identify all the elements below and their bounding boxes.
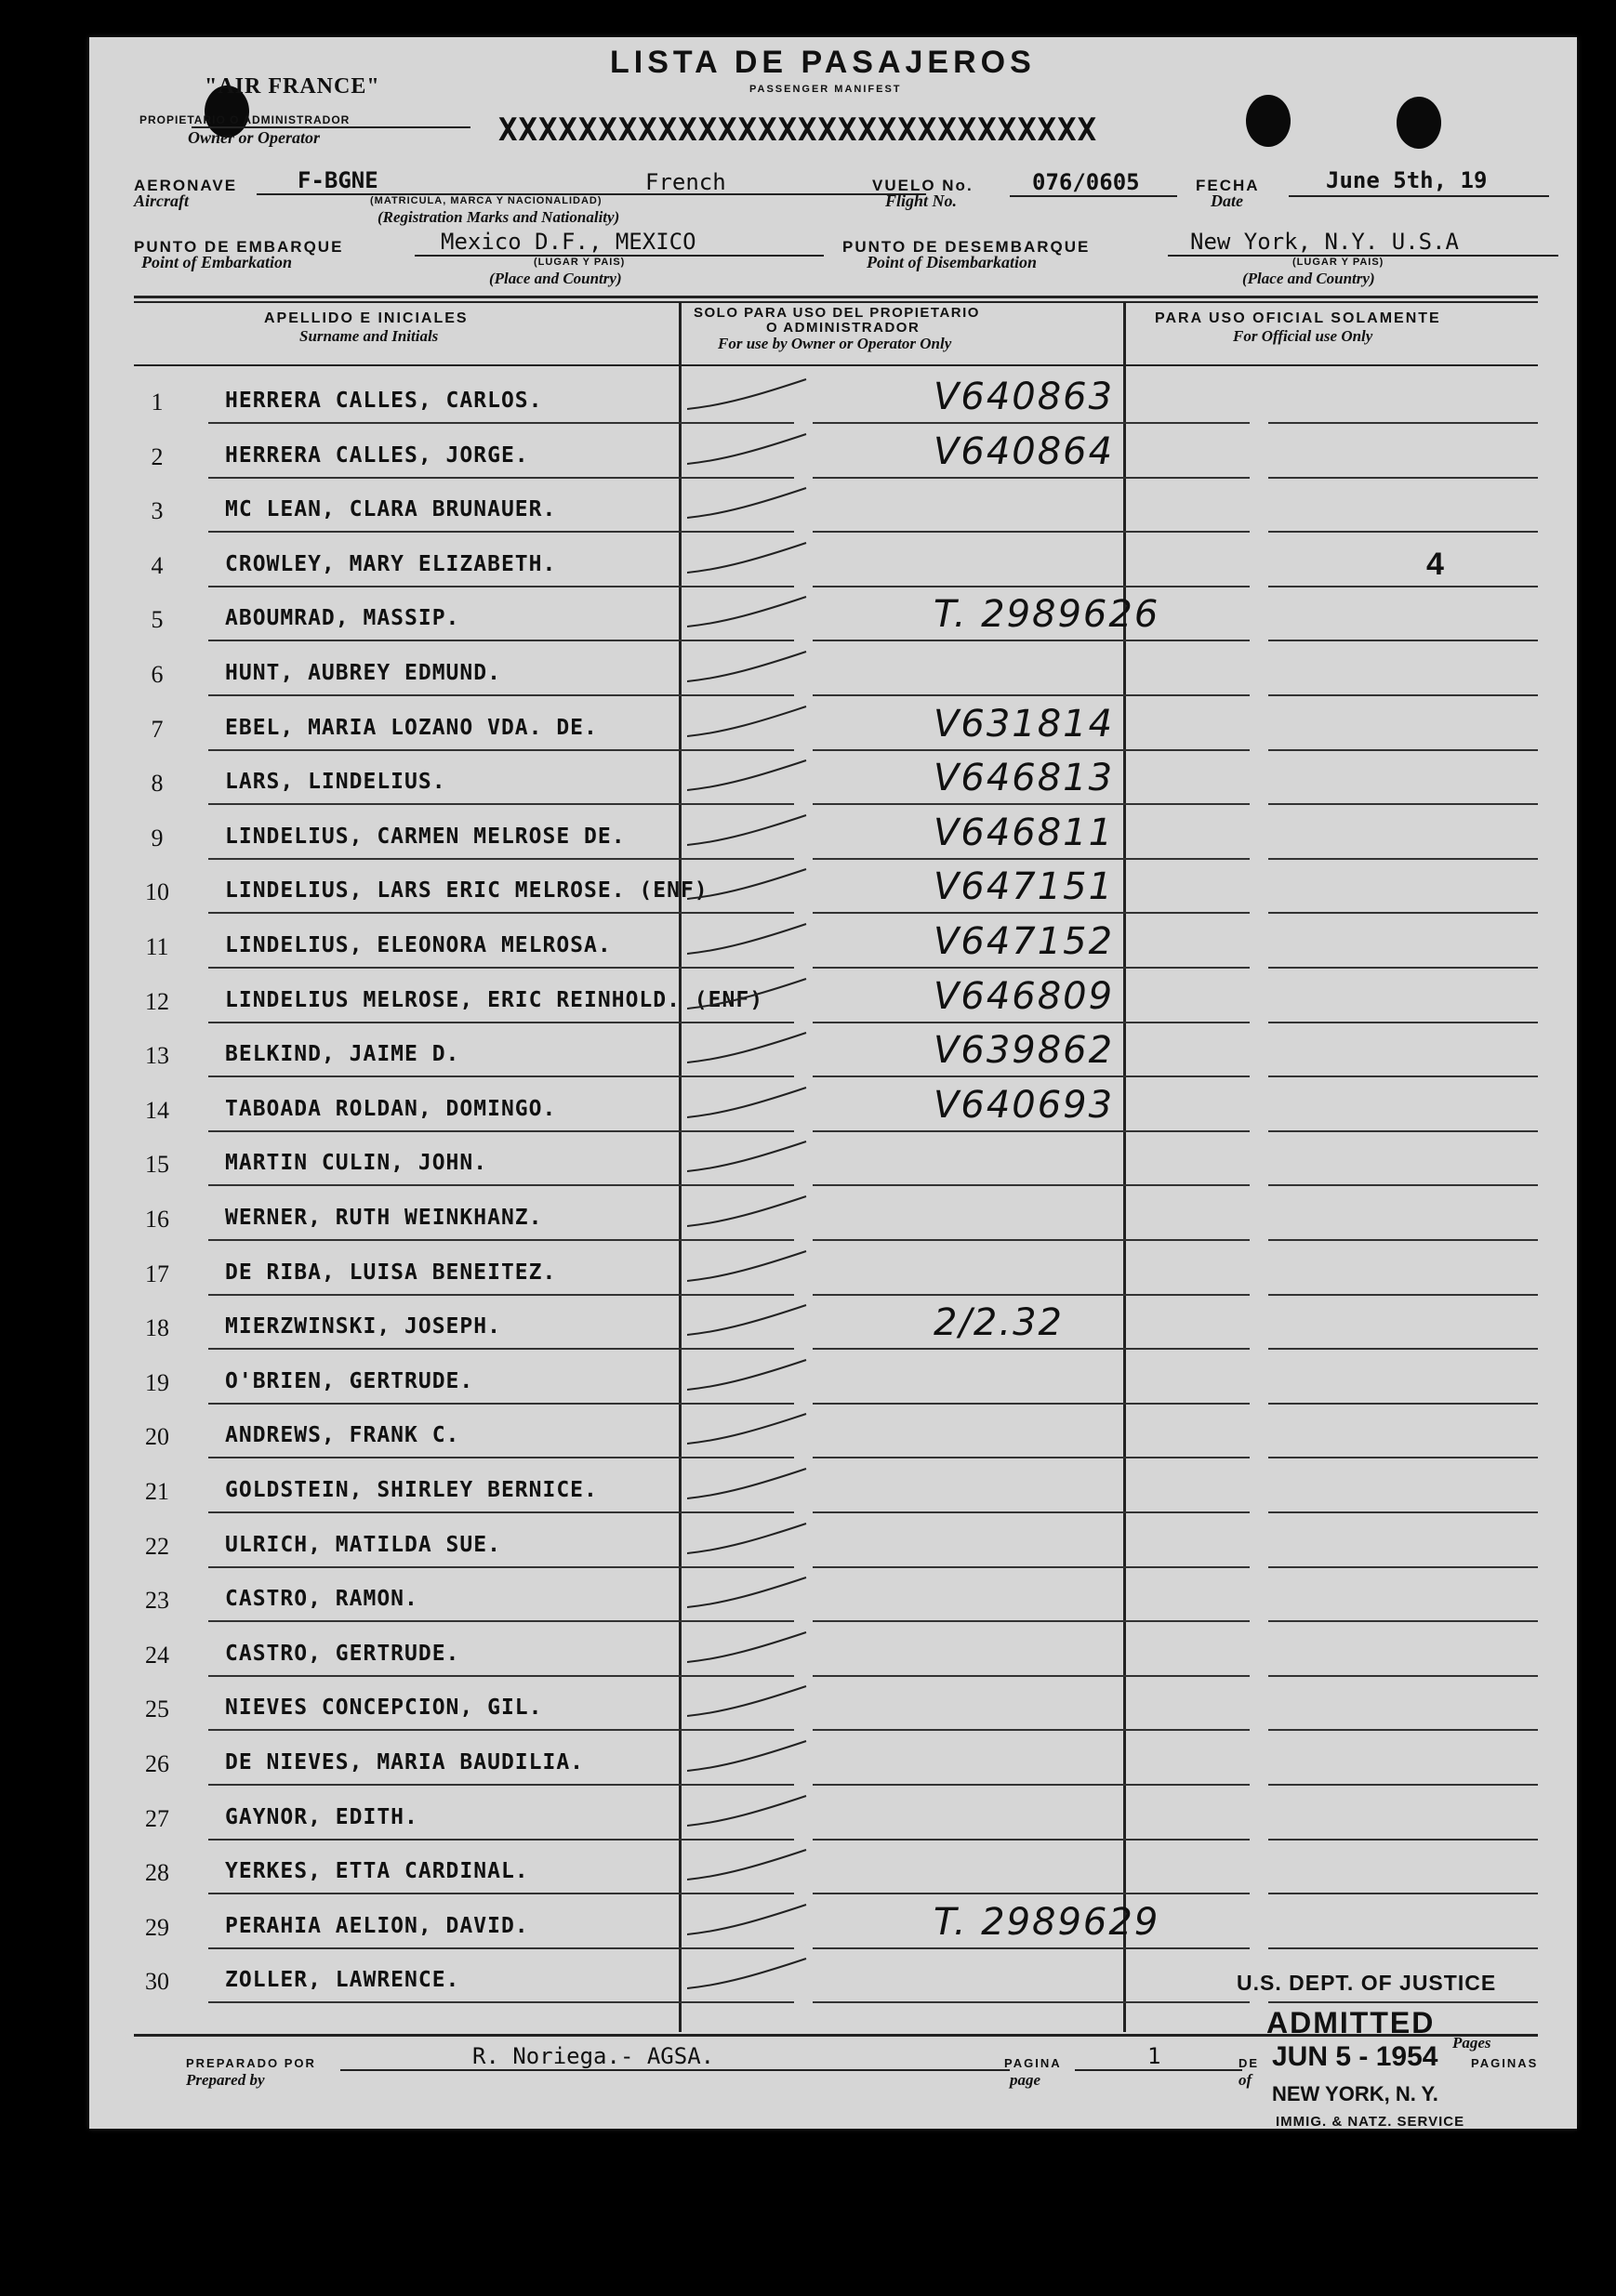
row-number: 9 [151, 824, 164, 851]
table-row [134, 1579, 1538, 1633]
flight-number: 076/0605 [1032, 169, 1140, 195]
manifest-title: LISTA DE PASAJEROS [610, 45, 1036, 80]
owner-name: "AIR FRANCE" [205, 74, 380, 99]
row-number: 11 [145, 933, 169, 960]
check-mark-icon [687, 1955, 808, 1992]
row-rule [1268, 1839, 1538, 1841]
row-number: 13 [145, 1042, 169, 1070]
row-rule [208, 586, 794, 587]
table-row [134, 1416, 1538, 1470]
table-row [134, 490, 1538, 544]
row-rule [1268, 1075, 1538, 1077]
row-rule [208, 1620, 794, 1622]
check-mark-icon [687, 1029, 808, 1066]
passenger-name: GOLDSTEIN, SHIRLEY BERNICE. [225, 1478, 598, 1502]
row-rule [813, 1511, 1250, 1513]
disembarkation-sub-es: (LUGAR Y PAIS) [1292, 257, 1384, 268]
check-mark-icon [687, 1193, 808, 1230]
passenger-name: WERNER, RUTH WEINKHANZ. [225, 1206, 543, 1230]
page-label-en: page [1010, 2071, 1041, 2089]
check-mark-icon [687, 1356, 808, 1393]
passenger-name: ABOUMRAD, MASSIP. [225, 606, 460, 631]
disembarkation-sub-en: (Place and Country) [1242, 270, 1375, 287]
row-rule [813, 1784, 1250, 1786]
ticket-number: V646809 [934, 974, 1115, 1018]
passenger-name: MARTIN CULIN, JOHN. [225, 1151, 488, 1176]
date-label-en: Date [1211, 191, 1243, 210]
table-row [134, 1688, 1538, 1742]
row-number: 5 [151, 606, 164, 634]
row-number: 22 [145, 1532, 169, 1560]
ticket-number: T. 2989626 [934, 593, 1160, 637]
row-rule [813, 967, 1250, 969]
aircraft-sub-es: (MATRICULA, MARCA Y NACIONALIDAD) [370, 195, 603, 206]
row-number: 14 [145, 1096, 169, 1124]
aircraft-sub-en: (Registration Marks and Nationality) [378, 208, 620, 226]
row-rule [813, 912, 1250, 914]
row-number: 17 [145, 1260, 169, 1287]
row-rule [813, 1022, 1250, 1023]
row-number: 16 [145, 1206, 169, 1233]
punch-hole-middle [1246, 95, 1291, 147]
row-rule [813, 1947, 1250, 1949]
row-rule [1268, 1675, 1538, 1677]
row-rule [813, 1620, 1250, 1622]
check-mark-icon [687, 703, 808, 740]
row-rule [813, 1457, 1250, 1458]
row-number: 6 [151, 661, 164, 688]
table-row [134, 1029, 1538, 1089]
table-row [134, 757, 1538, 816]
row-rule [208, 1839, 794, 1841]
row-rule [208, 1947, 794, 1949]
passenger-name: NIEVES CONCEPCION, GIL. [225, 1696, 543, 1721]
ticket-number: V631814 [934, 702, 1115, 746]
row-rule [1268, 858, 1538, 860]
check-mark-icon [687, 757, 808, 794]
embarkation-label-en: Point of Embarkation [141, 253, 293, 271]
manifest-subtitle: PASSENGER MANIFEST [749, 84, 902, 95]
check-mark-icon [687, 865, 808, 903]
check-mark-icon [687, 1247, 808, 1285]
passenger-name: PERAHIA AELION, DAVID. [225, 1913, 529, 1938]
row-rule [208, 1675, 794, 1677]
row-rule [208, 1729, 794, 1731]
check-mark-icon [687, 1629, 808, 1666]
table-row [134, 1743, 1538, 1797]
col-name-es: APELLIDO E INICIALES [264, 310, 469, 326]
ticket-number: V639862 [934, 1029, 1115, 1073]
row-number: 3 [151, 497, 164, 525]
row-rule [1268, 1348, 1538, 1350]
ticket-number: V646811 [934, 811, 1115, 854]
row-rule [208, 912, 794, 914]
row-number: 21 [145, 1478, 169, 1505]
row-rule [1268, 1729, 1538, 1731]
row-rule [208, 640, 794, 641]
row-rule [813, 1294, 1250, 1296]
row-rule [813, 749, 1250, 751]
row-rule [208, 858, 794, 860]
prepared-underline [340, 2069, 1010, 2071]
passenger-name: ZOLLER, LAWRENCE. [225, 1968, 460, 1993]
stamp-line-service: IMMIG. & NATZ. SERVICE [1276, 2114, 1465, 2130]
row-rule [208, 1348, 794, 1350]
row-rule [1268, 1130, 1538, 1132]
check-mark-icon [687, 593, 808, 630]
row-rule [813, 1348, 1250, 1350]
aircraft-label: AERONAVE [134, 177, 238, 194]
table-row [134, 1143, 1538, 1197]
flight-date: June 5th, 19 [1326, 167, 1488, 193]
row-rule [208, 477, 794, 479]
row-rule [813, 1839, 1250, 1841]
table-top-rule-2 [134, 301, 1538, 303]
embarkation-sub-en: (Place and Country) [489, 270, 622, 287]
table-row [134, 653, 1538, 707]
row-rule [208, 531, 794, 533]
page-underline [1075, 2069, 1242, 2071]
table-row [134, 593, 1538, 653]
disembarkation-label: PUNTO DE DESEMBARQUE [842, 238, 1091, 256]
row-rule [1268, 640, 1538, 641]
owner-label: PROPIETARIO O ADMINISTRADOR [139, 113, 351, 126]
row-rule [813, 1729, 1250, 1731]
row-rule [813, 1566, 1250, 1568]
of-label-es: DE [1238, 2056, 1260, 2070]
manifest-page [89, 37, 1577, 2129]
owner-label-en: Owner or Operator [188, 128, 321, 147]
passenger-name: BELKIND, JAIME D. [225, 1042, 460, 1067]
table-row [134, 1798, 1538, 1852]
row-number: 28 [145, 1859, 169, 1887]
check-mark-icon [687, 1737, 808, 1775]
prepared-label-en: Prepared by [186, 2071, 265, 2089]
row-rule [813, 422, 1250, 424]
row-number: 20 [145, 1423, 169, 1451]
row-number: 12 [145, 987, 169, 1015]
stamp-line-date: JUN 5 - 1954 [1272, 2041, 1438, 2072]
prepared-value: R. Noriega.- AGSA. [472, 2043, 715, 2069]
table-row [134, 376, 1538, 435]
row-rule [208, 422, 794, 424]
stamp-line-admitted: ADMITTED [1266, 2006, 1436, 2039]
row-number: 30 [145, 1968, 169, 1996]
row-rule [1268, 2001, 1538, 2003]
row-number: 25 [145, 1696, 169, 1723]
date-label: FECHA [1196, 177, 1260, 194]
row-number: 29 [145, 1913, 169, 1941]
row-rule [208, 1403, 794, 1405]
ticket-number: T. 2989629 [934, 1900, 1160, 1944]
passenger-name: CROWLEY, MARY ELIZABETH. [225, 551, 557, 576]
passenger-name: LARS, LINDELIUS. [225, 770, 446, 795]
row-rule [1268, 586, 1538, 587]
date-underline [1289, 195, 1549, 197]
ticket-number: V647151 [934, 865, 1115, 909]
row-rule [813, 477, 1250, 479]
row-rule [1268, 1620, 1538, 1622]
check-mark-icon [687, 1301, 808, 1339]
passenger-name: LINDELIUS, ELEONORA MELROSA. [225, 933, 612, 957]
row-number: 2 [151, 442, 164, 470]
passenger-name: DE NIEVES, MARIA BAUDILIA. [225, 1750, 585, 1775]
check-mark-icon [687, 1465, 808, 1502]
check-mark-icon [687, 1520, 808, 1557]
row-rule [1268, 1022, 1538, 1023]
row-rule [1268, 422, 1538, 424]
row-rule [208, 749, 794, 751]
row-rule [208, 1566, 794, 1568]
table-row [134, 429, 1538, 490]
table-header-rule [134, 364, 1538, 366]
check-mark-icon [687, 1846, 808, 1883]
row-rule [813, 858, 1250, 860]
ticket-number: V640693 [934, 1083, 1115, 1127]
aircraft-label-en: Aircraft [134, 191, 190, 210]
punch-hole-right [1397, 97, 1441, 149]
row-rule [208, 1075, 794, 1077]
official-mark: 4 [1426, 546, 1444, 582]
passenger-name: MC LEAN, CLARA BRUNAUER. [225, 497, 557, 522]
row-number: 26 [145, 1750, 169, 1777]
row-rule [813, 586, 1250, 587]
row-number: 19 [145, 1368, 169, 1396]
col-official-en: For Official use Only [1233, 327, 1373, 345]
check-mark-icon [687, 539, 808, 576]
disembarkation-label-en: Point of Disembarkation [867, 253, 1038, 271]
row-rule [813, 694, 1250, 696]
check-mark-icon [687, 1792, 808, 1829]
pages-label-en: Pages [1452, 2034, 1491, 2052]
row-number: 15 [145, 1151, 169, 1179]
row-rule [813, 1130, 1250, 1132]
passenger-name: LINDELIUS, CARMEN MELROSE DE. [225, 824, 626, 849]
aircraft-nationality: French [645, 169, 726, 195]
row-number: 1 [151, 389, 164, 416]
col-official-es: PARA USO OFICIAL SOLAMENTE [1155, 310, 1441, 326]
passenger-name: LINDELIUS, LARS ERIC MELROSE. (ENF) [225, 878, 709, 904]
row-rule [1268, 803, 1538, 805]
table-row [134, 1525, 1538, 1579]
row-rule [208, 1022, 794, 1023]
table-row [134, 1083, 1538, 1143]
passenger-name: GAYNOR, EDITH. [225, 1804, 418, 1829]
passenger-name: ULRICH, MATILDA SUE. [225, 1532, 501, 1557]
flight-underline [1010, 195, 1177, 197]
row-rule [1268, 1893, 1538, 1894]
passenger-name: HUNT, AUBREY EDMUND. [225, 661, 501, 685]
table-row [134, 1301, 1538, 1361]
check-mark-icon [687, 1084, 808, 1121]
table-row [134, 1198, 1538, 1252]
struck-out-text: XXXXXXXXXXXXXXXXXXXXXXXXXXXXXX [498, 112, 1098, 149]
prepared-label: PREPARADO POR [186, 2056, 316, 2070]
table-row [134, 1471, 1538, 1524]
table-row [134, 1852, 1538, 1906]
check-mark-icon [687, 430, 808, 468]
row-rule [813, 1239, 1250, 1241]
embarkation-sub-es: (LUGAR Y PAIS) [534, 257, 626, 268]
row-rule [1268, 912, 1538, 914]
row-rule [1268, 1511, 1538, 1513]
row-rule [208, 803, 794, 805]
row-rule [1268, 1239, 1538, 1241]
row-number: 7 [151, 715, 164, 743]
table-row [134, 1253, 1538, 1307]
table-top-rule [134, 296, 1538, 298]
passenger-name: ANDREWS, FRANK C. [225, 1423, 460, 1448]
passenger-name: YERKES, ETTA CARDINAL. [225, 1859, 529, 1884]
passenger-name: CASTRO, RAMON. [225, 1587, 418, 1612]
row-rule [1268, 1566, 1538, 1568]
row-rule [813, 1403, 1250, 1405]
row-rule [813, 640, 1250, 641]
passenger-name: EBEL, MARIA LOZANO VDA. DE. [225, 715, 598, 740]
pages-label-es: PAGINAS [1471, 2056, 1539, 2070]
row-rule [813, 1893, 1250, 1894]
row-number: 24 [145, 1641, 169, 1669]
row-number: 4 [151, 551, 164, 579]
row-rule [813, 1675, 1250, 1677]
stamp-line-city: NEW YORK, N. Y. [1272, 2082, 1438, 2105]
row-number: 23 [145, 1587, 169, 1615]
row-number: 10 [145, 878, 169, 906]
check-mark-icon [687, 648, 808, 685]
row-rule [1268, 1457, 1538, 1458]
row-rule [208, 1784, 794, 1786]
row-rule [813, 2001, 1250, 2003]
row-rule [208, 1457, 794, 1458]
row-rule [1268, 1784, 1538, 1786]
check-mark-icon [687, 1901, 808, 1938]
row-number: 27 [145, 1804, 169, 1832]
flight-label: VUELO No. [872, 177, 974, 194]
table-row [134, 1634, 1538, 1688]
row-rule [208, 1893, 794, 1894]
table-row [134, 545, 1538, 599]
table-row [134, 974, 1538, 1035]
table-row [134, 1362, 1538, 1416]
row-rule [208, 1130, 794, 1132]
row-rule [1268, 1947, 1538, 1949]
row-rule [1268, 531, 1538, 533]
col-owner-en: For use by Owner or Operator Only [718, 335, 952, 352]
passenger-name: CASTRO, GERTRUDE. [225, 1641, 460, 1666]
ticket-number: 2/2.32 [934, 1301, 1064, 1345]
row-rule [208, 1184, 794, 1186]
check-mark-icon [687, 812, 808, 849]
ticket-number: V640863 [934, 376, 1115, 418]
row-rule [813, 1075, 1250, 1077]
passenger-name: TABOADA ROLDAN, DOMINGO. [225, 1096, 557, 1121]
embarkation-value: Mexico D.F., MEXICO [441, 229, 696, 255]
check-mark-icon [687, 975, 808, 1012]
table-row [134, 920, 1538, 980]
page-label: PAGINA [1004, 2056, 1062, 2070]
col-owner-es-2: O ADMINISTRADOR [766, 320, 921, 336]
owner-underline [192, 126, 470, 128]
col-name-en: Surname and Initials [299, 327, 439, 345]
col-owner-es-1: SOLO PARA USO DEL PROPIETARIO [694, 305, 980, 321]
row-rule [208, 967, 794, 969]
passenger-name: O'BRIEN, GERTRUDE. [225, 1368, 474, 1393]
aircraft-registration: F-BGNE [298, 167, 378, 193]
page-value: 1 [1147, 2043, 1161, 2069]
row-rule [208, 1511, 794, 1513]
row-number: 18 [145, 1314, 169, 1342]
ticket-number: V640864 [934, 429, 1115, 473]
row-rule [1268, 1184, 1538, 1186]
of-label-en: of [1238, 2071, 1252, 2089]
passenger-name: HERRERA CALLES, JORGE. [225, 442, 529, 468]
table-row [134, 865, 1538, 925]
row-rule [1268, 477, 1538, 479]
check-mark-icon [687, 376, 808, 413]
table-row [134, 702, 1538, 762]
passenger-name: HERRERA CALLES, CARLOS. [225, 389, 543, 413]
row-rule [813, 1184, 1250, 1186]
check-mark-icon [687, 1682, 808, 1720]
disembarkation-value: New York, N.Y. U.S.A [1190, 229, 1459, 255]
row-rule [208, 694, 794, 696]
check-mark-icon [687, 1410, 808, 1447]
check-mark-icon [687, 1574, 808, 1611]
check-mark-icon [687, 1138, 808, 1175]
row-rule [1268, 749, 1538, 751]
row-rule [208, 1239, 794, 1241]
ticket-number: V646813 [934, 757, 1115, 800]
row-rule [1268, 1294, 1538, 1296]
row-rule [1268, 694, 1538, 696]
stamp-line-dept: U.S. DEPT. OF JUSTICE [1237, 1971, 1497, 1995]
row-rule [208, 1294, 794, 1296]
table-row [134, 1900, 1538, 1960]
row-rule [208, 2001, 794, 2003]
passenger-name: LINDELIUS MELROSE, ERIC REINHOLD. (ENF) [225, 987, 764, 1012]
flight-label-en: Flight No. [885, 191, 958, 210]
passenger-name: MIERZWINSKI, JOSEPH. [225, 1314, 501, 1339]
table-row [134, 811, 1538, 871]
check-mark-icon [687, 484, 808, 521]
passenger-name: DE RIBA, LUISA BENEITEZ. [225, 1260, 557, 1285]
row-rule [1268, 967, 1538, 969]
embarkation-label: PUNTO DE EMBARQUE [134, 238, 344, 256]
ticket-number: V647152 [934, 920, 1115, 963]
check-mark-icon [687, 920, 808, 957]
row-rule [813, 531, 1250, 533]
row-number: 8 [151, 770, 164, 798]
row-rule [1268, 1403, 1538, 1405]
row-rule [813, 803, 1250, 805]
